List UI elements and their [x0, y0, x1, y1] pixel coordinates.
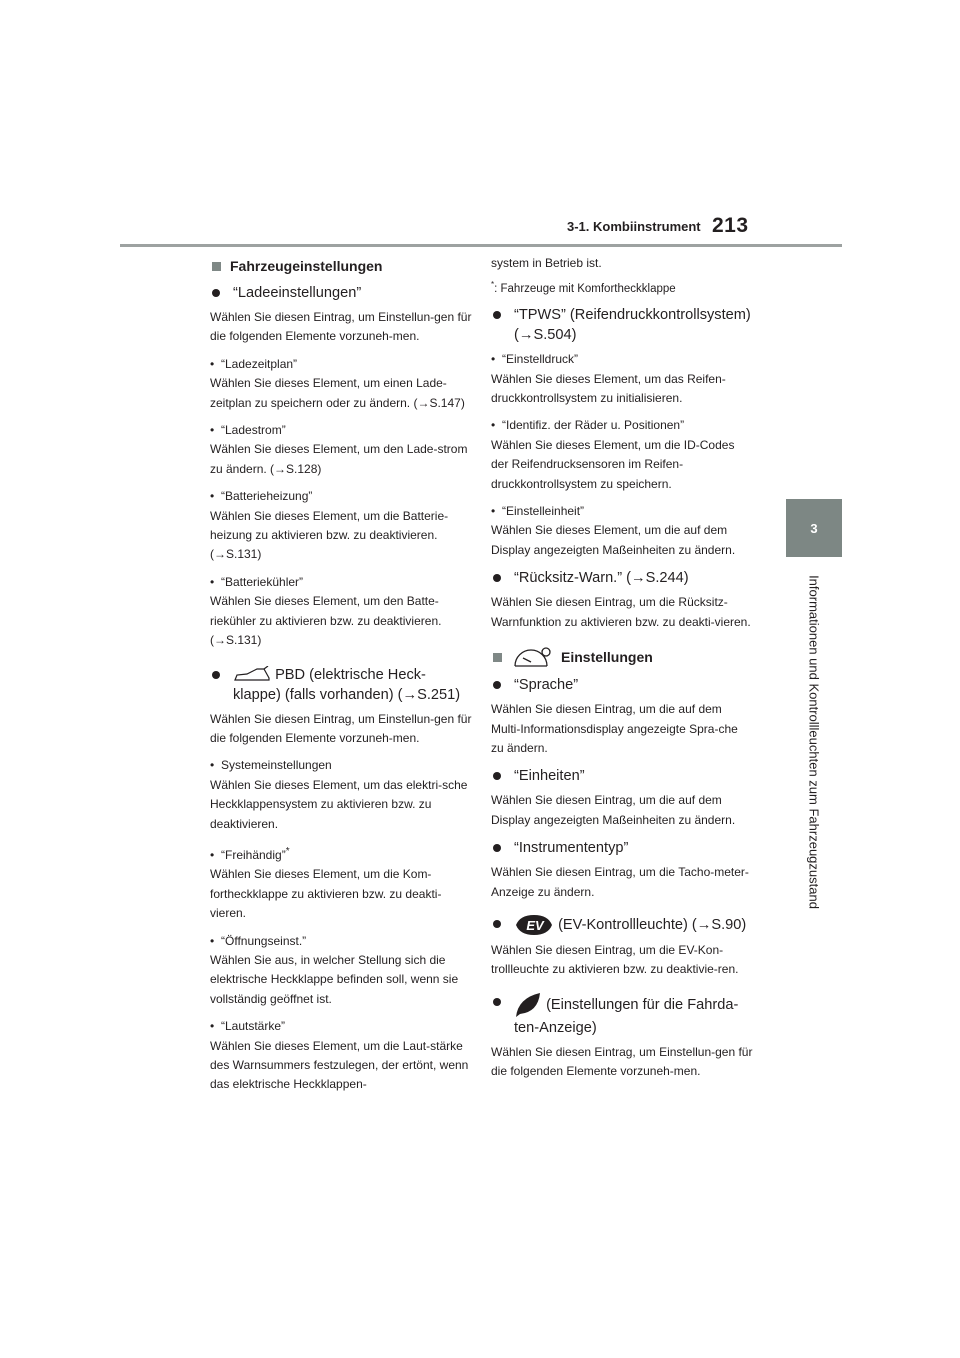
ev-icon-label: EV — [526, 917, 544, 933]
list-item-tpws — [491, 305, 753, 345]
bullet-icon — [212, 671, 220, 679]
chapter-number: 3 — [810, 520, 818, 536]
list-item-ev — [491, 914, 753, 936]
bullet-icon — [493, 681, 501, 689]
item-title: “Instrumententyp” — [514, 840, 629, 857]
page-number: 213 — [712, 214, 749, 237]
sub-item: • “Ladestrom” Wählen Sie dieses Element, um den Lade-strom zu ändern. (→S.128) — [210, 423, 468, 476]
bullet-icon — [493, 844, 501, 852]
sub-item: • “Freihändig”* Wählen Sie dieses Element, um die Kom-fortheckklappe zu aktivieren bzw. zu deakti-vieren. — [210, 845, 442, 921]
chapter-title: Informationen und Kontrollleuchten zum Fahrzeugzustand — [806, 575, 822, 909]
item-description: Wählen Sie diesen Eintrag, um die auf dem Multi-Informationsdisplay angezeigte Spra-che zu ändern. — [491, 702, 738, 755]
sub-item: • “Einstelleinheit” Wählen Sie dieses Element, um die auf dem Display angezeigten Maßeinheiten zu ändern. — [491, 504, 736, 557]
continued-text: system in Betrieb ist. — [491, 256, 602, 270]
item-description: Wählen Sie diesen Eintrag, um Einstellun-gen für die folgenden Elemente vorzuneh-men. — [210, 711, 472, 745]
left-column — [210, 252, 472, 1103]
item-title: “Rücksitz-Warn.” (→S.244) — [514, 570, 689, 587]
item-description: Wählen Sie diesen Eintrag, um Einstellun-gen für die folgenden Elemente vorzuneh-men. — [210, 310, 472, 344]
right-column — [491, 252, 753, 1085]
bullet-icon — [493, 311, 501, 319]
heading-text: Fahrzeugeinstellungen — [230, 258, 383, 274]
bullet-icon — [493, 998, 501, 1006]
sub-item: • “Ladezeitplan” Wählen Sie dieses Element, um einen Lade-zeitplan zu speichern oder zu ändern. (→S.147) — [210, 356, 465, 410]
item-title: “Sprache” — [514, 677, 579, 694]
bullet-icon — [493, 920, 501, 928]
item-description: Wählen Sie diesen Eintrag, um die Rücksitz-Warnfunktion zu aktivieren bzw. zu deakti-vieren. — [491, 595, 751, 629]
footnote: *: Fahrzeuge mit Komfortheckklappe — [491, 280, 676, 296]
square-bullet-icon — [493, 653, 502, 662]
sub-item: • “Batterieheizung” Wählen Sie dieses Element, um die Batterie-heizung zu aktivieren bzw. zu deaktivieren. (→S.131) — [210, 489, 449, 562]
section-title: 3-1. Kombiinstrument — [567, 219, 701, 234]
item-title: PBD (elektrische Heck-klappe) (falls vorhanden) (→S.251) — [233, 666, 461, 703]
bullet-icon — [212, 289, 220, 297]
heading-text: Einstellungen — [561, 649, 653, 666]
leaf-icon — [514, 992, 542, 1018]
header-divider — [120, 244, 842, 247]
item-description: Wählen Sie diesen Eintrag, um die auf dem Display angezeigten Maßeinheiten zu ändern. — [491, 793, 736, 827]
item-title: “Einheiten” — [514, 768, 585, 785]
sub-item: • Systemeinstellungen Wählen Sie dieses Element, um das elektri-sche Heckklappensystem zu aktivieren bzw. zu deaktivieren. — [210, 758, 468, 831]
bullet-icon — [493, 574, 501, 582]
list-item-ladeeinstellungen — [210, 283, 472, 303]
item-title: (Einstellungen für die Fahrda-ten-Anzeige) — [514, 992, 753, 1038]
ev-indicator-icon — [514, 914, 554, 936]
list-item-instrumententyp — [491, 838, 753, 858]
list-item-einheiten — [491, 766, 753, 786]
sub-item: • “Lautstärke” Wählen Sie dieses Element, um die Laut-stärke des Warnsummers festzulegen, der ertönt, wenn das elektrische Heckklappen- — [210, 1019, 469, 1092]
sub-item: • “Identifiz. der Räder u. Positionen” Wählen Sie dieses Element, um die ID-Codes der Reifendrucksensoren im Reifen-druckkontrollsystem zu speichern. — [491, 418, 735, 491]
item-title: “TPWS” (Reifendruckkontrollsystem) (→S.504) — [514, 307, 751, 344]
sub-item: • “Einstelldruck” Wählen Sie dieses Element, um das Reifen-druckkontrollsystem zu initialisieren. — [491, 352, 726, 406]
square-bullet-icon — [212, 262, 221, 271]
list-item-sprache — [491, 675, 753, 695]
bullet-icon — [493, 772, 501, 780]
list-item-ruecksitz — [491, 568, 753, 588]
item-title: EV (EV-Kontrollleuchte) (→S.90) — [514, 914, 753, 936]
list-item-fahrdaten — [491, 992, 753, 1038]
section-heading-settings — [491, 646, 753, 668]
item-title: “Ladeeinstellungen” — [233, 285, 362, 301]
tailgate-car-icon — [233, 666, 271, 684]
gauge-settings-icon — [511, 646, 553, 668]
item-description: Wählen Sie diesen Eintrag, um die EV-Kon-trollleuchte zu aktivieren bzw. zu deaktivie-ren. — [491, 942, 739, 977]
sub-item: • “Öffnungseinst.” Wählen Sie aus, in welcher Stellung sich die elektrische Heckklappe befinden soll, wenn sie vollständig geöffnet ist. — [210, 933, 459, 1006]
list-item-pbd — [210, 665, 472, 705]
sub-item: • “Batteriekühler” Wählen Sie dieses Element, um den Batte-riekühler zu aktivieren bzw. zu deaktivieren. (→S.131) — [210, 574, 442, 648]
item-description: Wählen Sie diesen Eintrag, um Einstellun-gen für die folgenden Elemente vorzuneh-men. — [491, 1044, 753, 1079]
chapter-tab — [786, 499, 842, 557]
section-heading-vehicle — [210, 256, 472, 276]
item-description: Wählen Sie diesen Eintrag, um die Tacho-meter-Anzeige zu ändern. — [491, 865, 749, 899]
